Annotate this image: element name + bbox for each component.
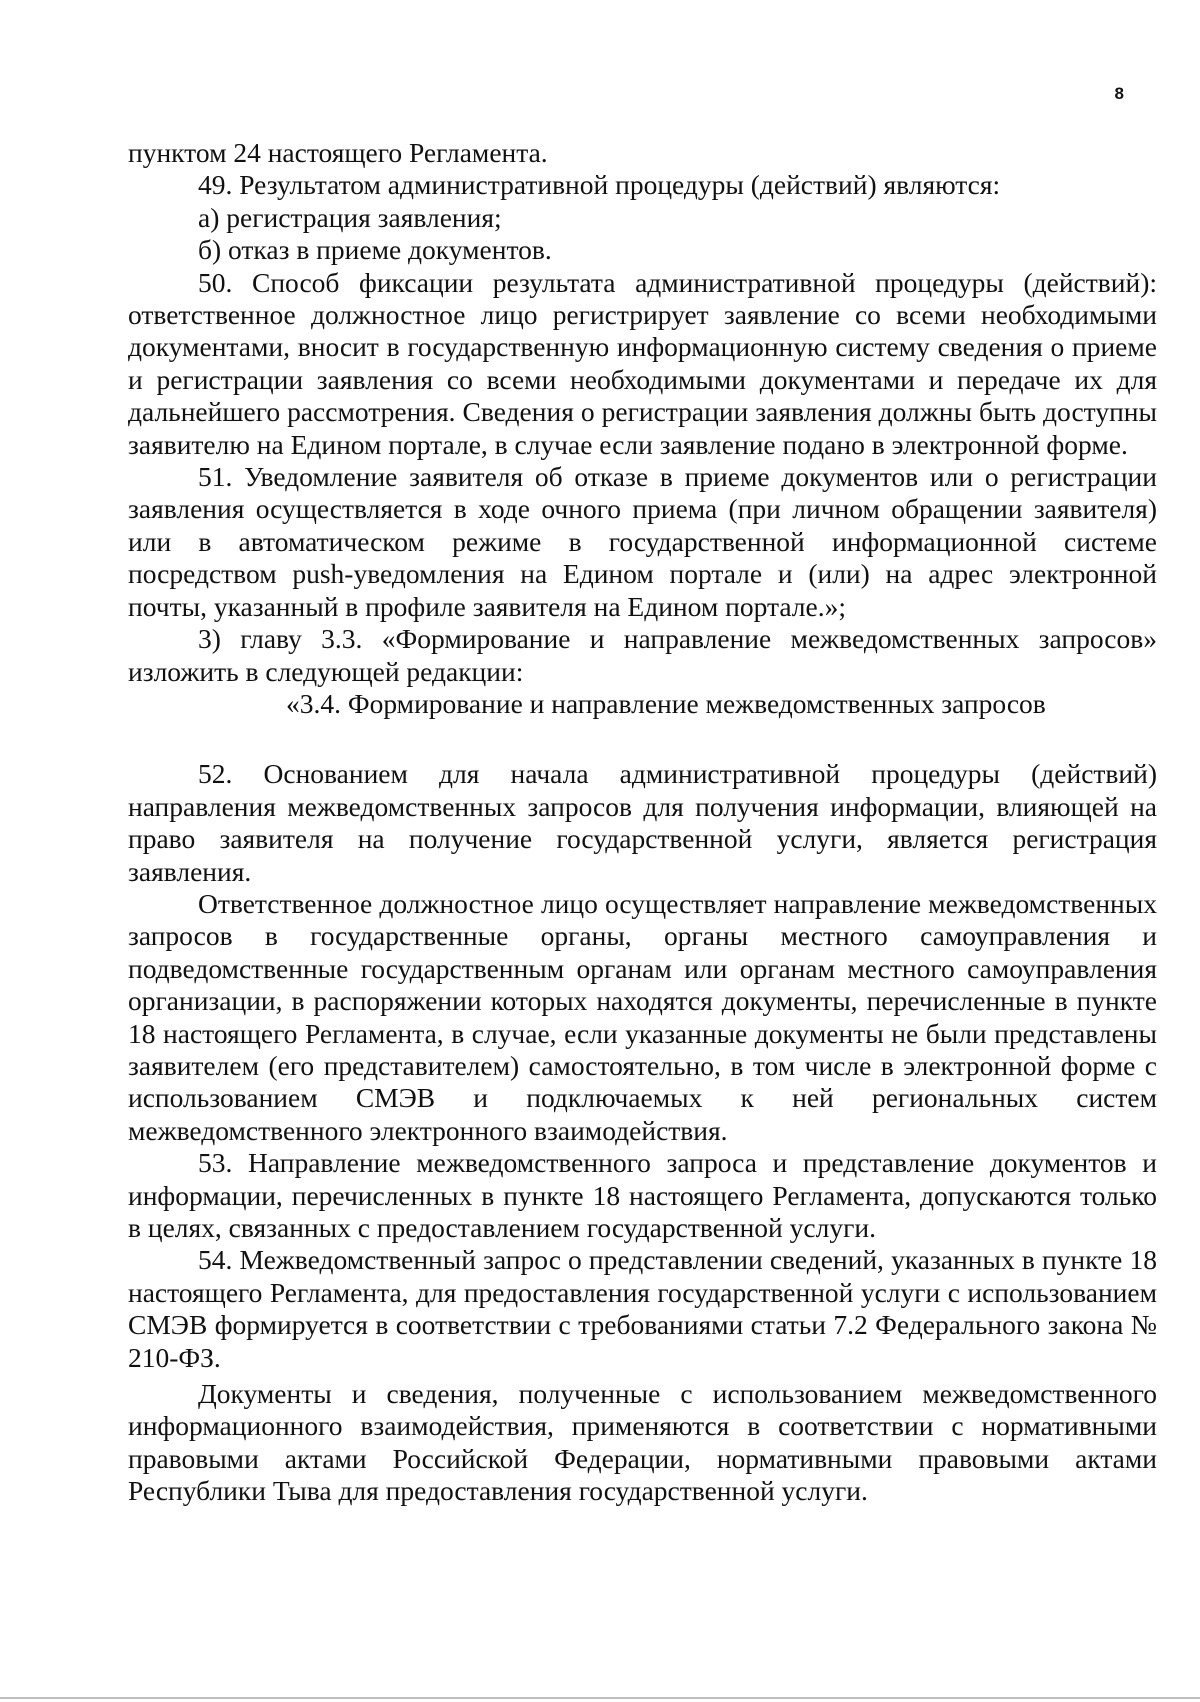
document-body	[128, 137, 1157, 1508]
paragraph-53: 53. Направление межведомственного запроса и представление документов и информации, перечисленных в пункте 18 настоящего Регламента, допускаются только в целях, связанных с предоставлением государственной услуги.	[128, 1147, 1157, 1243]
paragraph-54: 54. Межведомственный запрос о представлении сведений, указанных в пункте 18 настоящего Регламента, для предоставления государственной услуги с использованием СМЭВ формируется в соответствии с требованиями статьи 7.2 Федерального закона № 210-ФЗ.	[128, 1244, 1157, 1373]
paragraph-49-a: а) регистрация заявления;	[198, 201, 502, 233]
paragraph-52-b: Ответственное должностное лицо осуществляет направление межведомственных запросов в государственные органы, органы местного самоуправления и подведомственные государственным органам или органам местного самоуправления организации, в распоряжении которых находятся документы, перечисленные в пункте 18 настоящего Регламента, в случае, если указанные документы не были представлены заявителем (его представителем) самостоятельно, в том числе в электронной форме с использованием СМЭВ и подключаемых к ней региональных систем межведомственного электронного взаимодействия.	[128, 887, 1157, 1146]
page-bottom-edge	[0, 1697, 1200, 1699]
paragraph-49-b: б) отказ в приеме документов.	[198, 234, 552, 266]
paragraph-52: 52. Основанием для начала административной процедуры (действий) направления межведомственных запросов для получения информации, влияющей на право заявителя на получение государственной услуги, является регистрация заявления.	[128, 758, 1157, 887]
paragraph-3: 3) главу 3.3. «Формирование и направление межведомственных запросов» изложить в следующей редакции:	[128, 623, 1157, 687]
paragraph-50: 50. Способ фиксации результата административной процедуры (действий): ответственное должностное лицо регистрирует заявление со всеми необходимыми документами, вносит в государственную информационную систему сведения о приеме и регистрации заявления со всеми необходимыми документами и передаче их для дальнейшего рассмотрения. Сведения о регистрации заявления должны быть доступны заявителю на Едином портале, в случае если заявление подано в электронной форме.	[128, 266, 1157, 460]
paragraph-51: 51. Уведомление заявителя об отказе в приеме документов или о регистрации заявления осуществляется в ходе очного приема (при личном обращении заявителя) или в автоматическом режиме в государственной информационной системе посредством push-уведомления на Едином портале и (или) на адрес электронной почты, указанный в профиле заявителя на Едином портале.»;	[128, 461, 1157, 622]
paragraph-54-b: Документы и сведения, полученные с использованием межведомственного информационного взаимодействия, применяются в соответствии с нормативными правовыми актами Российской Федерации, нормативными правовыми актами Республики Тыва для предоставления государственной услуги.	[128, 1378, 1157, 1507]
spacer	[128, 720, 1157, 758]
paragraph-continuation: пунктом 24 настоящего Регламента.	[128, 137, 548, 168]
page-number: 8	[1114, 84, 1124, 103]
paragraph-49: 49. Результатом административной процедуры (действий) являются:	[198, 169, 1001, 201]
section-heading: «3.4. Формирование и направление межведомственных запросов	[286, 687, 1046, 719]
